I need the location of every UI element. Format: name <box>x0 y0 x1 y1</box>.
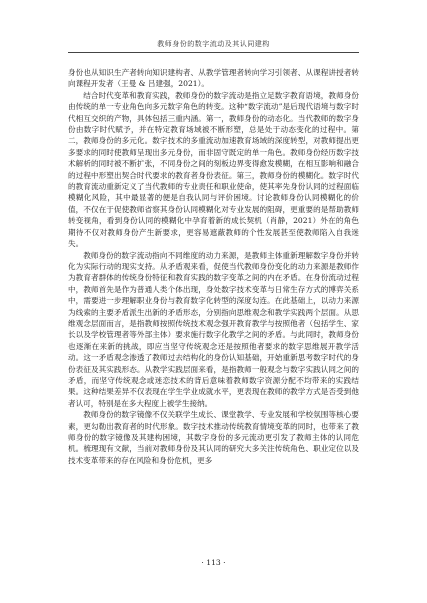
paragraph-continued: 身份也从知识生产者转向知识建构者、从教学管理者转向学习引领者、从课程讲授者转向课程开发者（王曼 & 吕建强，2021）。 <box>68 68 359 89</box>
running-header: 教师身份的数字流动及其认同建构 <box>157 40 270 48</box>
body-text <box>68 67 359 466</box>
paragraph: 教师身份的数字流动指向不同维度的动力来源，是教师主体重新理解数字身份并转化为实际行动的现实支持。从矛盾观来看，促使当代教师身份变化的动力来源是教师作为教育者群体的传统身份特征和教育实践的数字变革之间的内在矛盾。在身份流动过程中，教师首先是作为普通人类个体出现，身处数字技术变革与日常生存方式的博弈关系中，需要进一步理解职业身份与教育数字化转型的深度勾连。在此基础上，以动力来源为线索的主要矛盾派生出新的矛盾形态，分别指向思维观念和教学实践两个层面。从思维观念层面而言，是指教师按照传统技术观念强开教育教学与按照他者（包括学生、家长以及学校管理者等外部主体）要求施行数字化教学之间的矛盾。与此同时，教师身份也逐渐在来新的挑战，即应当坚守传统观念还是按照他者要求的数字思维展开教学活动。这一矛盾观念渗透了教师过去结构化的身份认知基础，开始重新思考数字时代的身份表征及其实践形态。从教学实践层面来看，是指教师一般观念与数字实践认同之间的矛盾，而坚守传统观念或迷恋技术的背后意味着教师数字资源分配不均带来的实践结果。这种结果差异不仅表现在学生学业成就水平，更表现在教师的教学方式是否受到他者认可，特别是在多大程度上被学生接纳。 <box>68 250 359 408</box>
header-rule <box>68 52 359 53</box>
paragraph: 结合时代变革和教育实践，教师身份的数字流动是指立足数字教育语境，教师身份由传统的单一专业角色向多元数字角色的转变。这种“数字流动”是后现代语境与数字时代相互交织的产物，具体包括三重内涵。第一，教师身份的动态化。当代教师的数字身份由数字时代赋予，并在特定教育场域被不断形塑，总是处于动态变化的过程中。第二，教师身份的多元化。数字技术的多重流动加速教育场域的深度转型，对教师提出更多要求的同时使教师呈现出多元身份，而非固守既定的单一角色。教师身份经历数字技术解析的同时被不断扩张，不同身份之间的刻板边界变得愈发模糊，在相互影响和融合的过程中形塑出契合时代要求的教育者身份表征。第三，教师身份的模糊化。数字时代的教育流动重新定义了当代教师的专业责任和职业使命，使其率先身份认同的过程面临模糊化风险，其中最显著的便是自我认同与评价困境。讨论教师身份认同模糊化的价值，不仅在于促使教师省察其身份认同模糊化对专业发展的阻碍，更重要的是帮助教师转变视角，看到身份认同的模糊化中孕育着新的成长契机（肖静，2021）外在的角色期待不仅对教师身份产生新要求，更容易遮蔽教师的个性发展甚至使教师陷入自我迷失。 <box>68 90 359 249</box>
page-number: · 113 · <box>201 558 226 567</box>
paragraph: 教师身份的数字镜像不仅关联学生成长、课堂教学、专业发展和学校氛围等核心要素，更勾勒出教育者的时代形象。数字技术推动传统教育情境变革的同时，也带来了教师身份的数字镜像及其建构困境，其数字身份的多元流动更引发了教师主体的认同危机。梳理现有文献，当前对教师身份及其认同的研究大多关注传统角色、职业定位以及技术变革带来的存在风险和身份危机，更多 <box>68 410 359 465</box>
